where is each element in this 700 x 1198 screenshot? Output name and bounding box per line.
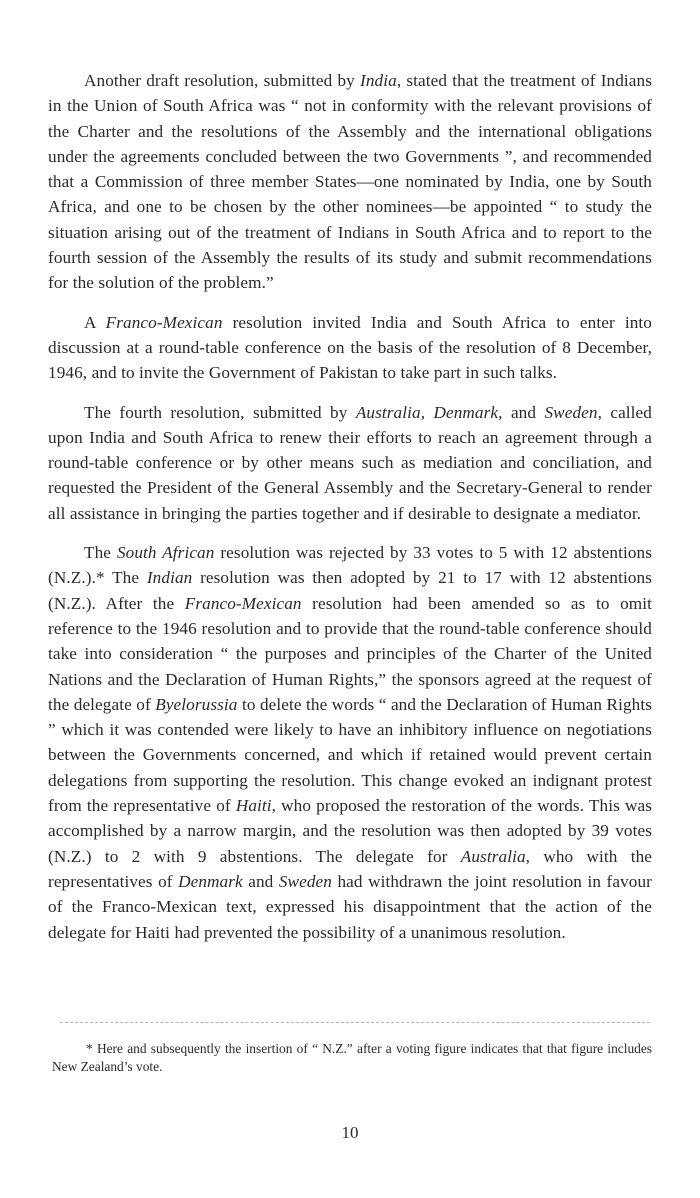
text-run: to delete the words “ and the Declaration of Human Rights ” which it was contended were likely to have an inhibitory influence on negotiations between the Governments concerned, and which if retained would prevent certain delegations from supporting the resolution. This change evoked an indignant protest from the representative of bbox=[48, 694, 652, 816]
italic-name: Sweden bbox=[278, 871, 332, 891]
text-run: , who proposed the restoration of the words. This was accomplished by a narrow margin, and the resolution was then adopted by 39 votes (N.Z.) to 2 with 9 abstentions. The delegate for bbox=[48, 796, 652, 866]
text-run: resolution was rejected by 33 votes to 5 with 12 abstentions (N.Z.).* The bbox=[48, 543, 653, 588]
text-run: The fourth resolution, submitted by bbox=[84, 402, 356, 422]
italic-name: Indian bbox=[146, 568, 193, 588]
text-run: A bbox=[84, 312, 106, 332]
text-run: and bbox=[502, 402, 545, 422]
footnote: * Here and subsequently the insertion of “ N.Z.” after a voting figure indicates that that figure includes New Zealand’s vote. bbox=[52, 1041, 652, 1074]
italic-name: Franco-Mexican bbox=[184, 593, 302, 613]
italic-name: Denmark bbox=[178, 871, 243, 891]
italic-name: India bbox=[360, 71, 397, 90]
italic-name: Australia, Denmark, bbox=[355, 402, 503, 422]
text-run: The bbox=[84, 543, 117, 563]
text-run: had withdrawn the joint resolution in favour of the Franco-Mexican text, expressed his disappointment that the action of the delegate for Haiti had prevented the possibility of a unanimous resolution. bbox=[48, 871, 652, 942]
italic-name: Australia bbox=[460, 846, 526, 866]
footnote-divider bbox=[60, 1022, 650, 1023]
paragraph bbox=[48, 400, 652, 526]
italic-name: Sweden bbox=[544, 402, 598, 422]
paragraph bbox=[48, 68, 652, 296]
text-run: resolution had been amended so as to omit reference to the 1946 resolution and to provide that the round-table conference should take into consideration “ the purposes and principles of the Charter of the United Nations and the Declaration of Human Rights,” the sponsors agreed at the request of the delegate of bbox=[48, 593, 652, 714]
document-body bbox=[48, 68, 652, 959]
text-run: and bbox=[242, 871, 279, 891]
text-run: , stated that the treatment of Indians in the Union of South Africa was “ not in conformity with the relevant provisions of the Charter and the resolutions of the Assembly and the international obligations under the agreements concluded between the two Governments ”, and recommended that a Commission of three member States—one nominated by India, one by South Africa, and one to be chosen by the other nominees—be appointed “ to study the situation arising out of the treatment of Indians in South Africa and to report to the fourth session of the Assembly the results of its study and submit recommendations for the solution of the problem.” bbox=[48, 71, 652, 293]
text-run: , who with the representatives of bbox=[48, 846, 652, 891]
paragraph bbox=[48, 540, 652, 945]
italic-name: South African bbox=[116, 543, 215, 563]
italic-name: Byelorussia bbox=[155, 694, 238, 714]
paragraph bbox=[48, 310, 652, 386]
text-run: , called upon India and South Africa to renew their efforts to reach an agreement through a round-table conference or by other means such as mediation and conciliation, and requested the President of the General Assembly and the Secretary-General to render all assistance in bringing the parties together and if desirable to designate a mediator. bbox=[48, 402, 652, 523]
italic-name: Haiti bbox=[235, 796, 272, 816]
page-number: 10 bbox=[341, 1123, 359, 1142]
text-run: resolution invited India and South Africa to enter into discussion at a round-table conference on the basis of the resolution of 8 December, 1946, and to invite the Government of Pakistan to take part in such talks. bbox=[48, 312, 652, 383]
italic-name: Franco-Mexican bbox=[105, 312, 223, 332]
text-run: resolution was then adopted by 21 to 17 with 12 abstentions (N.Z.). After the bbox=[48, 568, 652, 613]
text-run: Another draft resolution, submitted by bbox=[84, 71, 361, 90]
